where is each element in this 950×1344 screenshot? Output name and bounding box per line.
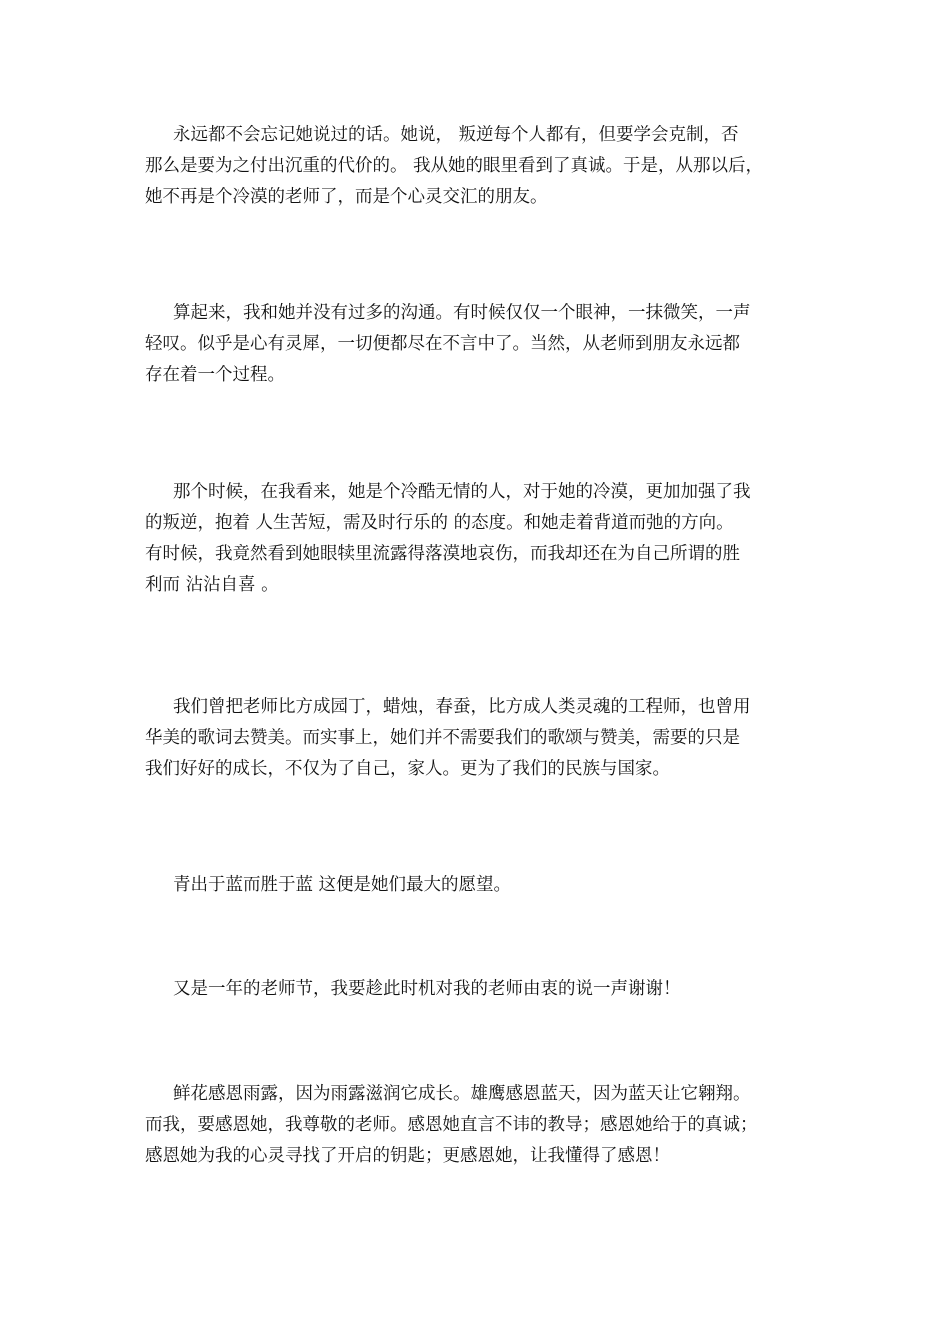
paragraph-line: 轻叹。似乎是心有灵犀，一切便都尽在不言中了。当然，从老师到朋友永远都 xyxy=(145,334,740,354)
paragraph-line: 她不再是个冷漠的老师了，而是个心灵交汇的朋友。 xyxy=(145,187,548,207)
paragraph-7 xyxy=(145,1079,815,1172)
paragraph-line: 的叛逆，抱着 人生苦短，需及时行乐的 的态度。和她走着背道而弛的方向。 xyxy=(145,513,734,533)
paragraph-5 xyxy=(145,870,815,901)
paragraph-line: 我们曾把老师比方成园丁，蜡烛，春蚕，比方成人类灵魂的工程师，也曾用 xyxy=(173,697,751,717)
paragraph-1 xyxy=(145,120,815,213)
paragraph-4 xyxy=(145,692,815,785)
paragraph-6 xyxy=(145,974,815,1005)
paragraph-line: 又是一年的老师节，我要趁此时机对我的老师由衷的说一声谢谢！ xyxy=(173,979,681,999)
paragraph-line: 那么是要为之付出沉重的代价的。 我从她的眼里看到了真诚。于是，从那以后， xyxy=(145,156,764,176)
paragraph-line: 算起来，我和她并没有过多的沟通。有时候仅仅一个眼神，一抹微笑，一声 xyxy=(173,303,751,323)
paragraph-line: 利而 沾沾自喜 。 xyxy=(145,575,279,595)
paragraph-line: 我们好好的成长，不仅为了自己，家人。更为了我们的民族与国家。 xyxy=(145,759,670,779)
paragraph-line: 有时候，我竟然看到她眼犊里流露得落漠地哀伤，而我却还在为自己所谓的胜 xyxy=(145,544,740,564)
paragraph-line: 华美的歌词去赞美。而实事上，她们并不需要我们的歌颂与赞美，需要的只是 xyxy=(145,728,740,748)
paragraph-line: 永远都不会忘记她说过的话。她说， 叛逆每个人都有，但要学会克制，否 xyxy=(173,125,739,145)
paragraph-line: 那个时候，在我看来，她是个冷酷无情的人，对于她的冷漠，更加加强了我 xyxy=(173,482,751,502)
paragraph-line: 青出于蓝而胜于蓝 这便是她们最大的愿望。 xyxy=(173,875,512,895)
paragraph-line: 而我，要感恩她，我尊敬的老师。感恩她直言不讳的教导；感恩她给于的真诚； xyxy=(145,1115,758,1135)
paragraph-line: 感恩她为我的心灵寻找了开启的钥匙；更感恩她，让我懂得了感恩！ xyxy=(145,1146,670,1166)
paragraph-line: 存在着一个过程。 xyxy=(145,365,285,385)
paragraph-3 xyxy=(145,477,815,601)
paragraph-2 xyxy=(145,298,815,391)
paragraph-line: 鲜花感恩雨露，因为雨露滋润它成长。雄鹰感恩蓝天，因为蓝天让它翱翔。 xyxy=(173,1084,751,1104)
